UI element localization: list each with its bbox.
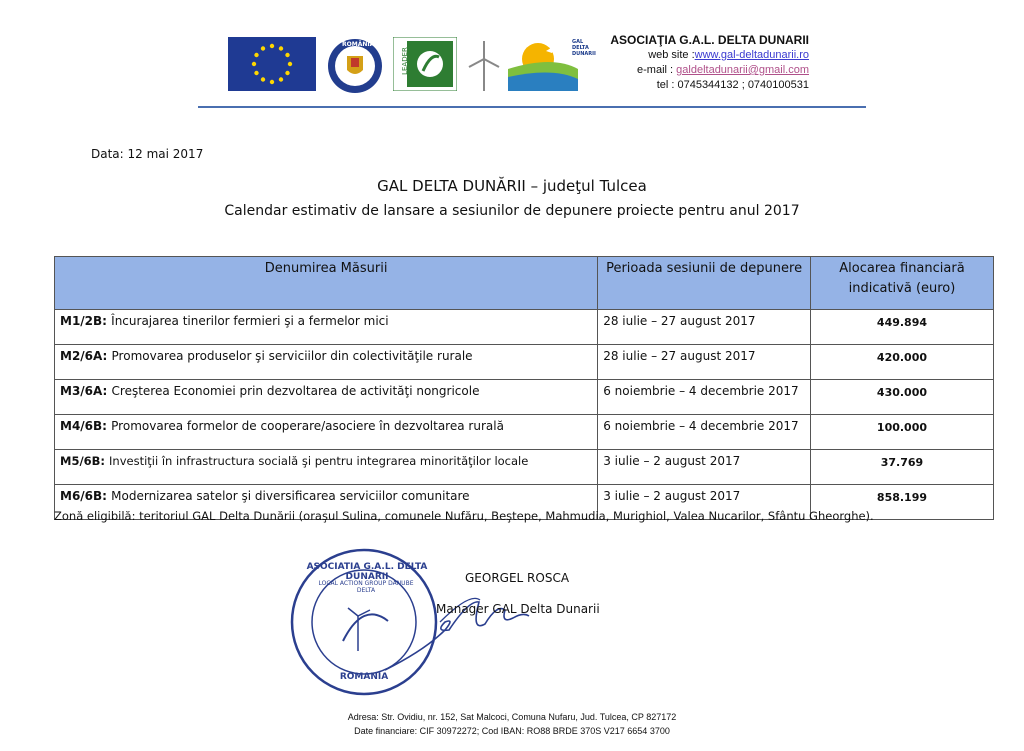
website-line (610, 48, 809, 63)
measure-code: M6/6B (60, 489, 103, 503)
amount-cell: 449.894 (810, 310, 993, 345)
phone-line: tel : 0745344132 ; 0740100531 (656, 79, 809, 91)
period-cell: 6 noiembrie – 4 decembrie 2017 (598, 380, 811, 415)
leader-logo (393, 37, 457, 91)
email-link[interactable]: galdeltadunarii@gmail.com (676, 64, 809, 76)
measure-cell: M1/2B: Încurajarea tinerilor fermieri şi a fermelor mici (55, 310, 598, 345)
signatory-role: Manager GAL Delta Dunarii (436, 602, 600, 616)
organization-name: ASOCIAŢIA G.A.L. DELTA DUNARII (610, 33, 809, 47)
email-prefix: e-mail : (637, 64, 677, 76)
measure-code: M5/6B (60, 454, 101, 468)
table-row (55, 345, 994, 380)
table-row (55, 310, 994, 345)
header-measure: Denumirea Măsurii (55, 257, 598, 310)
measure-cell: M6/6B: Modernizarea satelor şi diversificarea serviciilor comunitare (55, 485, 598, 520)
measure-cell: M2/6A: Promovarea produselor şi serviciilor din colectivităţile rurale (55, 345, 598, 380)
leader-logo-text: LEADER (400, 47, 409, 75)
stamp-text-top: ASOCIATIA G.A.L. DELTA DUNARII (306, 562, 428, 582)
measure-name: Creşterea Economiei prin dezvoltarea de activităţi nongricole (111, 384, 480, 398)
measure-cell: M5/6B: Investiţii în infrastructura socială şi pentru integrarea minorităţilor locale (55, 450, 598, 485)
document-subtitle: Calendar estimativ de lansare a sesiunilor de depunere proiecte pentru anul 2017 (224, 203, 800, 219)
measure-name: Promovarea produselor şi serviciilor din colectivităţile rurale (111, 349, 473, 363)
email-line (610, 63, 809, 78)
period-cell: 3 iulie – 2 august 2017 (598, 450, 811, 485)
stamp-text-bottom: ROMANIA (339, 672, 389, 682)
period-cell: 28 iulie – 27 august 2017 (598, 310, 811, 345)
document-title: GAL DELTA DUNĂRII – judeţul Tulcea (377, 177, 647, 195)
header-period: Perioada sesiunii de depunere (598, 257, 811, 310)
footer-address: Adresa: Str. Ovidiu, nr. 152, Sat Malcoci, Comuna Nufaru, Jud. Tulcea, CP 827172 (347, 712, 677, 722)
sessions-table (54, 256, 994, 520)
period-cell: 6 noiembrie – 4 decembrie 2017 (598, 415, 811, 450)
website-link[interactable]: www.gal-deltadunarii.ro (694, 49, 809, 61)
period-cell: 28 iulie – 27 august 2017 (598, 345, 811, 380)
measure-cell: M4/6B: Promovarea formelor de cooperare/asociere în dezvoltarea rurală (55, 415, 598, 450)
gal-delta-logo (508, 37, 598, 91)
table-row (55, 450, 994, 485)
amount-cell: 420.000 (810, 345, 993, 380)
amount-cell: 430.000 (810, 380, 993, 415)
measure-name: Încurajarea tinerilor fermieri şi a fermelor mici (111, 314, 389, 328)
gal-logo-text: GAL DELTA DUNARII (572, 39, 596, 57)
ministry-agriculture-logo (321, 37, 389, 91)
table-row (55, 380, 994, 415)
measure-name: Investiţii în infrastructura socială şi pentru integrarea minorităţilor locale (109, 454, 529, 468)
period-cell: 3 iulie – 2 august 2017 (598, 485, 811, 520)
measure-code: M3/6A (60, 384, 103, 398)
table-header-row (55, 257, 994, 310)
document-date: Data: 12 mai 2017 (91, 147, 204, 161)
header-divider (198, 106, 866, 108)
measure-code: M1/2B (60, 314, 103, 328)
eligible-zone-note: Zonă eligibilă: teritoriul GAL Delta Dunării (oraşul Sulina, comunele Nufăru, Beştepe, Mahmudia, Murighiol, Valea Nucarilor, Sfântu Gheorghe). (54, 509, 874, 523)
measure-cell: M3/6A: Creşterea Economiei prin dezvoltarea de activităţi nongricole (55, 380, 598, 415)
measure-code: M4/6B (60, 419, 103, 433)
header-allocation: Alocarea financiară indicativă (euro) (810, 257, 993, 310)
wind-turbine-logo (461, 37, 507, 91)
eu-flag-logo (228, 37, 316, 91)
amount-cell: 100.000 (810, 415, 993, 450)
signatory-name: GEORGEL ROSCA (465, 571, 570, 585)
table-row (55, 415, 994, 450)
website-prefix: web site : (648, 49, 695, 61)
ministry-logo-text: ROMÂNIA (342, 41, 375, 48)
organization-contact-block (610, 33, 809, 93)
stamp-text-inner: LOCAL ACTION GROUP DANUBE DELTA (318, 580, 414, 594)
measure-name: Promovarea formelor de cooperare/asociere în dezvoltarea rurală (111, 419, 504, 433)
footer-finance: Date financiare: CIF 30972272; Cod IBAN: RO88 BRDE 370S V217 6654 3700 (354, 726, 670, 736)
measure-code: M2/6A (60, 349, 103, 363)
measure-name: Modernizarea satelor şi diversificarea serviciilor comunitare (111, 489, 470, 503)
amount-cell: 858.199 (810, 485, 993, 520)
amount-cell: 37.769 (810, 450, 993, 485)
